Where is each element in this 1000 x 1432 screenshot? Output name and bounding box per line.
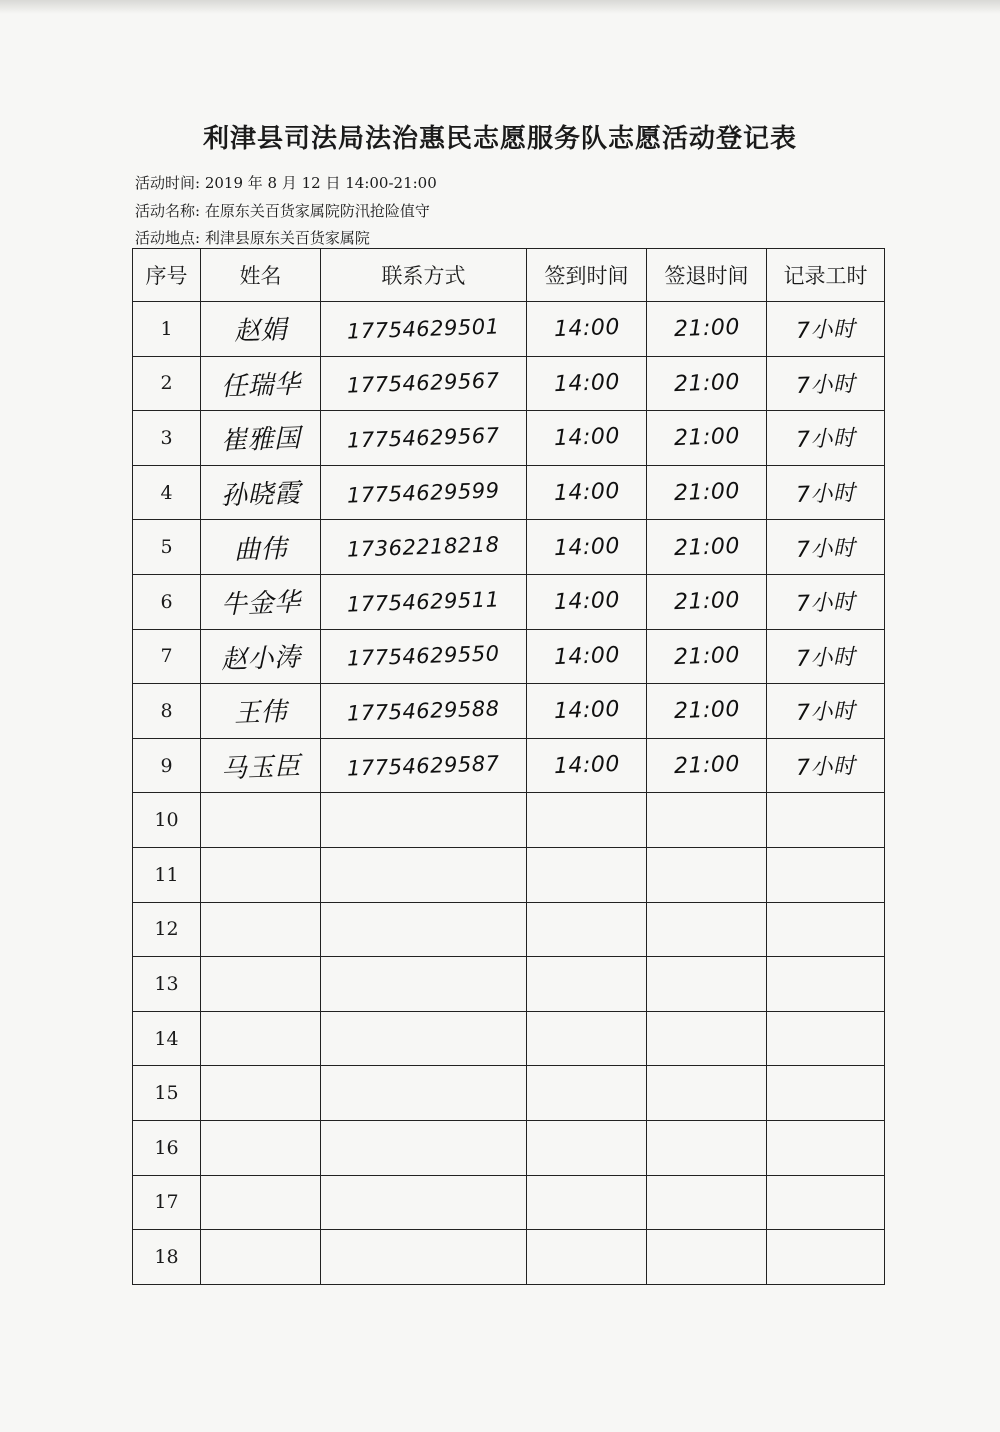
row-index: 15 [133,1066,201,1121]
activity-time: 活动时间: 2019 年 8 月 12 日 14:00-21:00 [135,174,437,192]
row-index: 17 [133,1175,201,1230]
signature-name [201,574,321,629]
table-body [133,302,885,1285]
signature-name [201,847,321,902]
recorded-hours [767,957,885,1012]
table-row [133,684,885,739]
table-row [133,1066,885,1121]
sign-out-time [647,738,767,793]
sign-in-time-text: 14:00 [553,588,620,616]
contact-phone [321,629,527,684]
contact-phone-text: 17754629550 [346,641,501,672]
sign-out-time-text: 21:00 [673,642,740,671]
row-index: 12 [133,902,201,957]
sign-in-time-text: 14:00 [553,697,620,725]
table-row [133,1230,885,1285]
sign-in-time [527,1011,647,1066]
contact-phone [321,738,527,793]
contact-phone [321,302,527,357]
sign-in-time-text: 14:00 [553,369,620,398]
contact-phone [321,574,527,629]
signature-name-text: 牛金华 [220,587,301,621]
contact-phone [321,902,527,957]
sign-out-time [647,465,767,520]
contact-phone [321,793,527,848]
table-row [133,957,885,1012]
recorded-hours [767,356,885,411]
table-row [133,1120,885,1175]
signature-name [201,629,321,684]
sign-in-time [527,793,647,848]
recorded-hours-text: 7小时 [795,481,856,509]
signature-name-text: 任瑞华 [220,369,301,403]
contact-phone [321,356,527,411]
recorded-hours [767,411,885,466]
contact-phone-text: 17754629567 [346,368,501,399]
recorded-hours [767,1175,885,1230]
sign-in-time-text: 14:00 [553,478,620,507]
row-index: 5 [133,520,201,575]
activity-name: 活动名称: 在原东关百货家属院防汛抢险值守 [135,202,430,220]
contact-phone-text: 17754629599 [346,477,501,508]
signature-name-text: 崔雅国 [220,424,301,457]
header-sign-out: 签退时间 [647,249,767,302]
recorded-hours-text: 7小时 [795,371,856,399]
sign-in-time [527,738,647,793]
row-index: 9 [133,738,201,793]
sign-in-time-text: 14:00 [553,642,620,671]
row-index: 18 [133,1230,201,1285]
signature-name [201,957,321,1012]
signature-name [201,302,321,357]
signature-name [201,793,321,848]
signature-name [201,520,321,575]
table-row [133,793,885,848]
signature-name [201,1066,321,1121]
recorded-hours [767,465,885,520]
contact-phone-text: 17362218218 [346,532,501,562]
row-index: 8 [133,684,201,739]
recorded-hours [767,684,885,739]
contact-phone [321,957,527,1012]
signature-name [201,411,321,466]
form-title: 利津县司法局法治惠民志愿服务队志愿活动登记表 [202,124,797,154]
table-row [133,1011,885,1066]
sign-in-time [527,684,647,739]
table-row [133,847,885,902]
signature-name-text: 赵小涛 [220,642,301,676]
table-header-row [133,249,885,302]
sign-in-time [527,1230,647,1285]
recorded-hours [767,793,885,848]
signature-name-text: 孙晓霞 [220,478,301,512]
recorded-hours-text: 7小时 [795,317,856,345]
header-name: 姓名 [201,249,321,302]
sign-in-time [527,1175,647,1230]
sign-in-time-text: 14:00 [553,424,620,452]
table-row [133,1175,885,1230]
signature-name [201,1175,321,1230]
sign-in-time [527,356,647,411]
signature-name-text: 马玉臣 [220,751,301,785]
table-row [133,411,885,466]
sign-out-time [647,1011,767,1066]
contact-phone [321,465,527,520]
contact-phone [321,1011,527,1066]
registration-table [132,248,885,1285]
header-sign-in: 签到时间 [527,249,647,302]
table-row [133,520,885,575]
contact-phone-text: 17754629567 [346,423,501,453]
table-row [133,574,885,629]
recorded-hours-text: 7小时 [795,754,856,782]
row-index: 4 [133,465,201,520]
sign-in-time [527,957,647,1012]
row-index: 7 [133,629,201,684]
sign-out-time [647,1175,767,1230]
table-row [133,356,885,411]
row-index: 10 [133,793,201,848]
contact-phone [321,520,527,575]
recorded-hours [767,847,885,902]
sign-out-time-text: 21:00 [673,478,740,507]
contact-phone [321,1120,527,1175]
recorded-hours [767,738,885,793]
row-index: 14 [133,1011,201,1066]
sign-out-time [647,1066,767,1121]
recorded-hours-text: 7小时 [795,644,856,672]
contact-phone-text: 17754629588 [346,696,501,726]
signature-name [201,738,321,793]
signature-name [201,465,321,520]
activity-place: 活动地点: 利津县原东关百货家属院 [135,229,370,247]
sign-out-time [647,684,767,739]
sign-in-time [527,1066,647,1121]
contact-phone [321,411,527,466]
contact-phone [321,684,527,739]
sign-out-time [647,1230,767,1285]
signature-name [201,902,321,957]
sign-in-time [527,302,647,357]
signature-name [201,356,321,411]
table-row [133,302,885,357]
sign-out-time [647,957,767,1012]
row-index: 11 [133,847,201,902]
recorded-hours-text: 7小时 [795,699,856,727]
table-row [133,465,885,520]
signature-name [201,1120,321,1175]
recorded-hours [767,574,885,629]
recorded-hours [767,1066,885,1121]
row-index: 1 [133,302,201,357]
row-index: 3 [133,411,201,466]
signature-name-text: 曲伟 [233,533,288,566]
sign-out-time [647,847,767,902]
recorded-hours [767,902,885,957]
sign-out-time-text: 21:00 [673,369,740,398]
sign-in-time [527,411,647,466]
sign-out-time-text: 21:00 [673,533,740,561]
sign-out-time [647,356,767,411]
row-index: 13 [133,957,201,1012]
row-index: 2 [133,356,201,411]
recorded-hours [767,1011,885,1066]
row-index: 6 [133,574,201,629]
recorded-hours [767,1120,885,1175]
recorded-hours [767,629,885,684]
sign-out-time-text: 21:00 [673,697,740,725]
signature-name [201,684,321,739]
signature-name [201,1230,321,1285]
sign-in-time [527,902,647,957]
sign-in-time-text: 14:00 [553,751,620,780]
contact-phone [321,1066,527,1121]
sign-out-time [647,629,767,684]
contact-phone [321,1175,527,1230]
contact-phone-text: 17754629501 [346,314,501,344]
table-row [133,902,885,957]
row-index: 16 [133,1120,201,1175]
recorded-hours-text: 7小时 [795,535,856,563]
table-row [133,629,885,684]
sign-in-time [527,574,647,629]
sign-out-time-text: 21:00 [673,424,740,452]
sign-in-time [527,465,647,520]
sign-in-time [527,847,647,902]
recorded-hours-text: 7小时 [795,426,856,454]
recorded-hours [767,520,885,575]
sign-out-time-text: 21:00 [673,751,740,780]
sign-out-time [647,302,767,357]
table-row [133,738,885,793]
signature-name-text: 赵娟 [233,315,288,348]
sign-out-time [647,411,767,466]
sign-in-time [527,629,647,684]
signature-name [201,1011,321,1066]
sign-in-time [527,520,647,575]
sign-out-time [647,793,767,848]
sign-out-time-text: 21:00 [673,315,740,343]
sign-out-time [647,574,767,629]
sign-out-time [647,520,767,575]
contact-phone-text: 17754629511 [346,587,501,617]
recorded-hours-text: 7小时 [795,590,856,618]
contact-phone [321,847,527,902]
sign-out-time [647,902,767,957]
sign-in-time-text: 14:00 [553,315,620,343]
sign-in-time [527,1120,647,1175]
header-hours: 记录工时 [767,249,885,302]
signature-name-text: 王伟 [233,697,288,730]
contact-phone [321,1230,527,1285]
recorded-hours [767,302,885,357]
sign-in-time-text: 14:00 [553,533,620,561]
sign-out-time-text: 21:00 [673,588,740,616]
recorded-hours [767,1230,885,1285]
contact-phone-text: 17754629587 [346,750,501,781]
header-index: 序号 [133,249,201,302]
scan-top-edge [0,0,1000,14]
sign-out-time [647,1120,767,1175]
header-contact: 联系方式 [321,249,527,302]
